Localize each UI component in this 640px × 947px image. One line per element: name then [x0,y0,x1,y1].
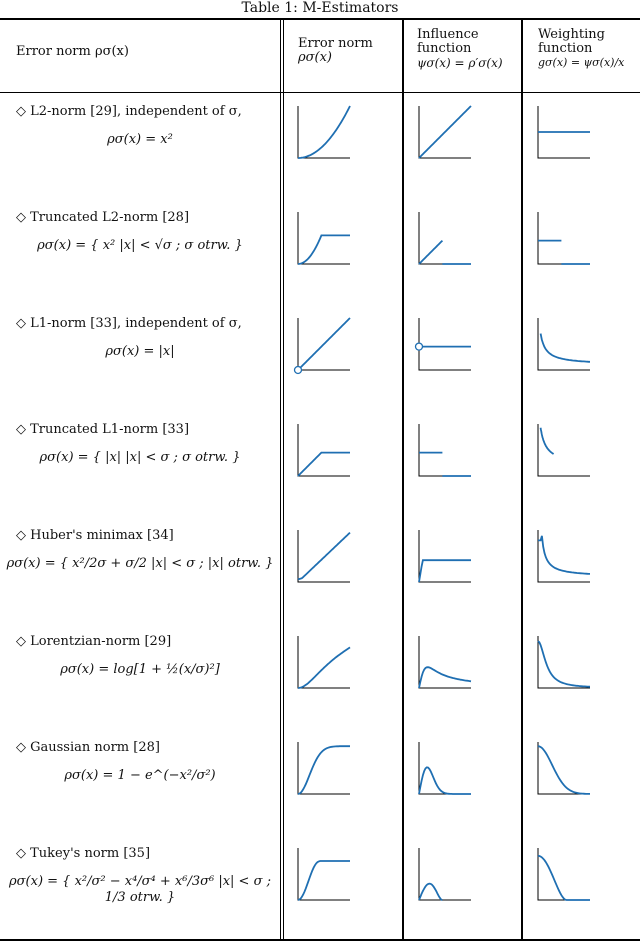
plot-trunc_constant [419,424,471,476]
plot-svg [298,636,350,688]
estimator-name: ◇ L2-norm [29], independent of σ, [16,104,242,119]
plot-curve [298,235,350,264]
plot-svg [538,530,590,582]
plot-curve [298,318,350,370]
plot-curve [538,856,590,900]
plot-axes [419,848,471,900]
estimator-row [0,518,640,629]
estimator-formula: ρσ(x) = { |x| |x| < σ ; σ otrw. } [39,450,241,465]
plot-svg [298,530,350,582]
plot-curve [538,746,590,794]
estimator-row [0,200,640,311]
estimator-formula: ρσ(x) = { x²/σ² − x⁴/σ⁴ + x⁶/3σ⁶ |x| < σ ; 1/3 otrw. } [9,874,271,905]
estimator-formula: ρσ(x) = |x| [105,344,175,359]
plot-constant_circle [419,318,471,370]
plot-axes [298,106,350,158]
plot-tukey_inf [419,848,471,900]
plot-axes [538,848,590,900]
plot-linear_circle [298,318,350,370]
plot-gauss_w [538,742,590,794]
plot-curve [541,428,554,454]
plot-svg [419,530,471,582]
plot-axes [419,530,471,582]
plot-svg [419,318,471,370]
plot-svg [419,424,471,476]
plot-curve [419,667,471,688]
plot-svg [419,106,471,158]
plot-axes [298,848,350,900]
top-rule [0,18,640,20]
plot-trunc_inverse [538,424,590,476]
plot-curve [541,334,590,362]
estimator-name: ◇ Gaussian norm [28] [16,740,160,755]
plot-axes [538,424,590,476]
plot-huber [298,530,350,582]
estimator-row [0,412,640,523]
estimator-name: ◇ Truncated L1-norm [33] [16,422,190,437]
plot-curve [298,746,350,794]
header-influence: Influence function ψσ(x) = ρ′σ(x) [417,27,503,70]
header-weighting: Weighting function gσ(x) = ψσ(x)/x [538,27,625,69]
plot-tukey [298,848,350,900]
header-rule [0,92,640,93]
table-caption: Table 1: M-Estimators [241,0,399,16]
plot-svg [538,212,590,264]
plot-huber_w [538,530,590,582]
plot-lorentz_w [538,636,590,688]
plot-curve [419,560,471,582]
plot-svg [298,848,350,900]
plot-axes [419,318,471,370]
plot-inverse [538,318,590,370]
header-error-norm: Error norm ρσ(x) [16,44,129,59]
plot-constant [538,106,590,158]
plot-trunc_quadratic [298,212,350,264]
plot-gauss [298,742,350,794]
estimator-formula: ρσ(x) = log[1 + ½(x/σ)²] [60,662,220,677]
plot-svg [538,318,590,370]
plot-svg [298,424,350,476]
plot-curve [419,767,471,794]
estimator-formula: ρσ(x) = { x²/2σ + σ/2 |x| < σ ; |x| otrw. } [6,556,274,571]
estimator-row [0,624,640,735]
plot-svg [419,212,471,264]
estimator-name: ◇ L1-norm [33], independent of σ, [16,316,242,331]
estimator-row [0,94,640,205]
estimator-name: ◇ Huber's minimax [34] [16,528,174,543]
plot-curve [538,536,590,574]
plot-svg [298,318,350,370]
estimator-name: ◇ Truncated L2-norm [28] [16,210,190,225]
plot-curve [298,533,350,580]
estimator-name: ◇ Lorentzian-norm [29] [16,634,172,649]
plot-svg [298,106,350,158]
plot-curve [419,884,442,900]
estimator-name: ◇ Tukey's norm [35] [16,846,151,861]
plot-svg [538,106,590,158]
estimator-formula: ρσ(x) = x² [107,132,173,147]
plot-curve [419,106,471,158]
plot-svg [538,848,590,900]
estimator-formula: ρσ(x) = 1 − e^(−x²/σ²) [64,768,216,783]
header-error-norm-plot: Error norm ρσ(x) [298,36,373,65]
plot-tukey_w [538,848,590,900]
plot-svg [298,742,350,794]
plot-linear [419,106,471,158]
plot-curve [298,647,350,688]
plot-curve [298,106,350,158]
plot-quadratic [298,106,350,158]
plot-gauss_inf [419,742,471,794]
plot-curve [419,241,442,264]
plot-svg [538,742,590,794]
estimator-row [0,306,640,417]
estimator-row [0,730,640,841]
plot-trunc_constant [538,212,590,264]
plot-open-circle [295,367,302,374]
plot-curve [538,641,590,687]
plot-svg [419,742,471,794]
plot-svg [538,424,590,476]
plot-lorentz_inf [419,636,471,688]
plot-lorentz [298,636,350,688]
plot-svg [419,848,471,900]
plot-axes [298,636,350,688]
plot-axes [298,212,350,264]
estimator-formula: ρσ(x) = { x² |x| < √σ ; σ otrw. } [37,238,243,253]
estimator-row [0,836,640,947]
plot-huber_inf [419,530,471,582]
plot-open-circle [416,343,423,350]
plot-svg [419,636,471,688]
plot-curve [298,453,350,476]
plot-axes [538,212,590,264]
plot-trunc_linear [419,212,471,264]
plot-svg [538,636,590,688]
plot-axes [419,424,471,476]
plot-trunc_abs [298,424,350,476]
plot-curve [298,861,350,900]
plot-svg [298,212,350,264]
